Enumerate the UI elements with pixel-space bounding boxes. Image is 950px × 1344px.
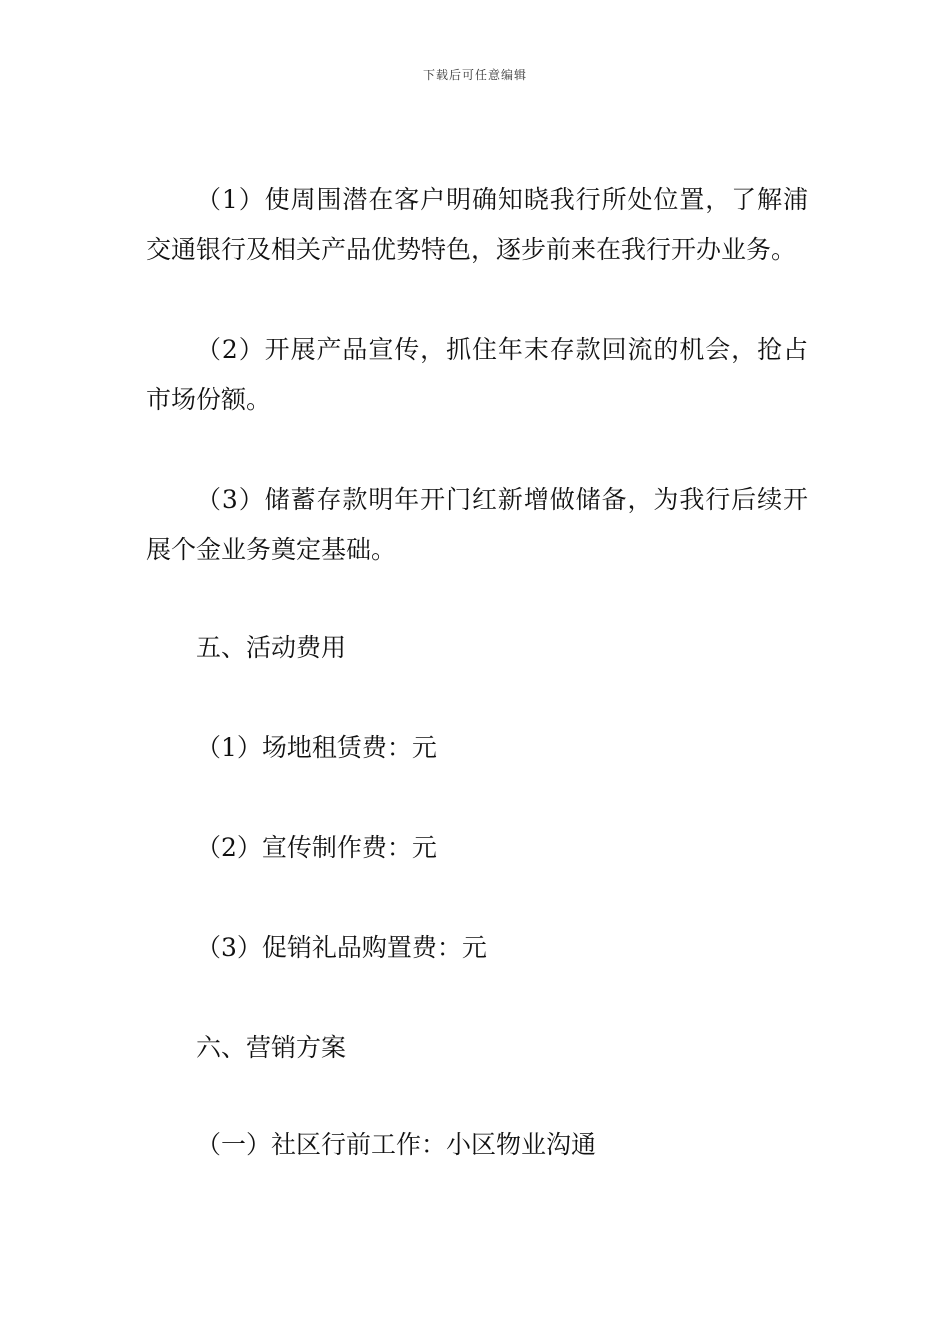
paragraph-goal-3: （3）储蓄存款明年开门红新增做储备，为我行后续开展个金业务奠定基础。 — [146, 485, 808, 564]
section-heading-costs: 五、活动费用 — [196, 633, 347, 662]
cost-item-venue: （1）场地租赁费：元 — [196, 733, 437, 762]
paragraph-goal-2: （2）开展产品宣传，抓住年末存款回流的机会，抢占市场份额。 — [146, 335, 808, 414]
cost-item-promotion: （2）宣传制作费：元 — [196, 833, 437, 862]
paragraph-goal-1: （1）使周围潜在客户明确知晓我行所处位置，了解浦交通银行及相关产品优势特色，逐步前来在我行开办业务。 — [146, 185, 808, 264]
section-heading-plan: 六、营销方案 — [196, 1033, 347, 1062]
plan-item-community: （一）社区行前工作：小区物业沟通 — [196, 1130, 597, 1159]
cost-item-gifts: （3）促销礼品购置费：元 — [196, 933, 487, 962]
page-header-note: 下载后可任意编辑 — [422, 68, 527, 82]
